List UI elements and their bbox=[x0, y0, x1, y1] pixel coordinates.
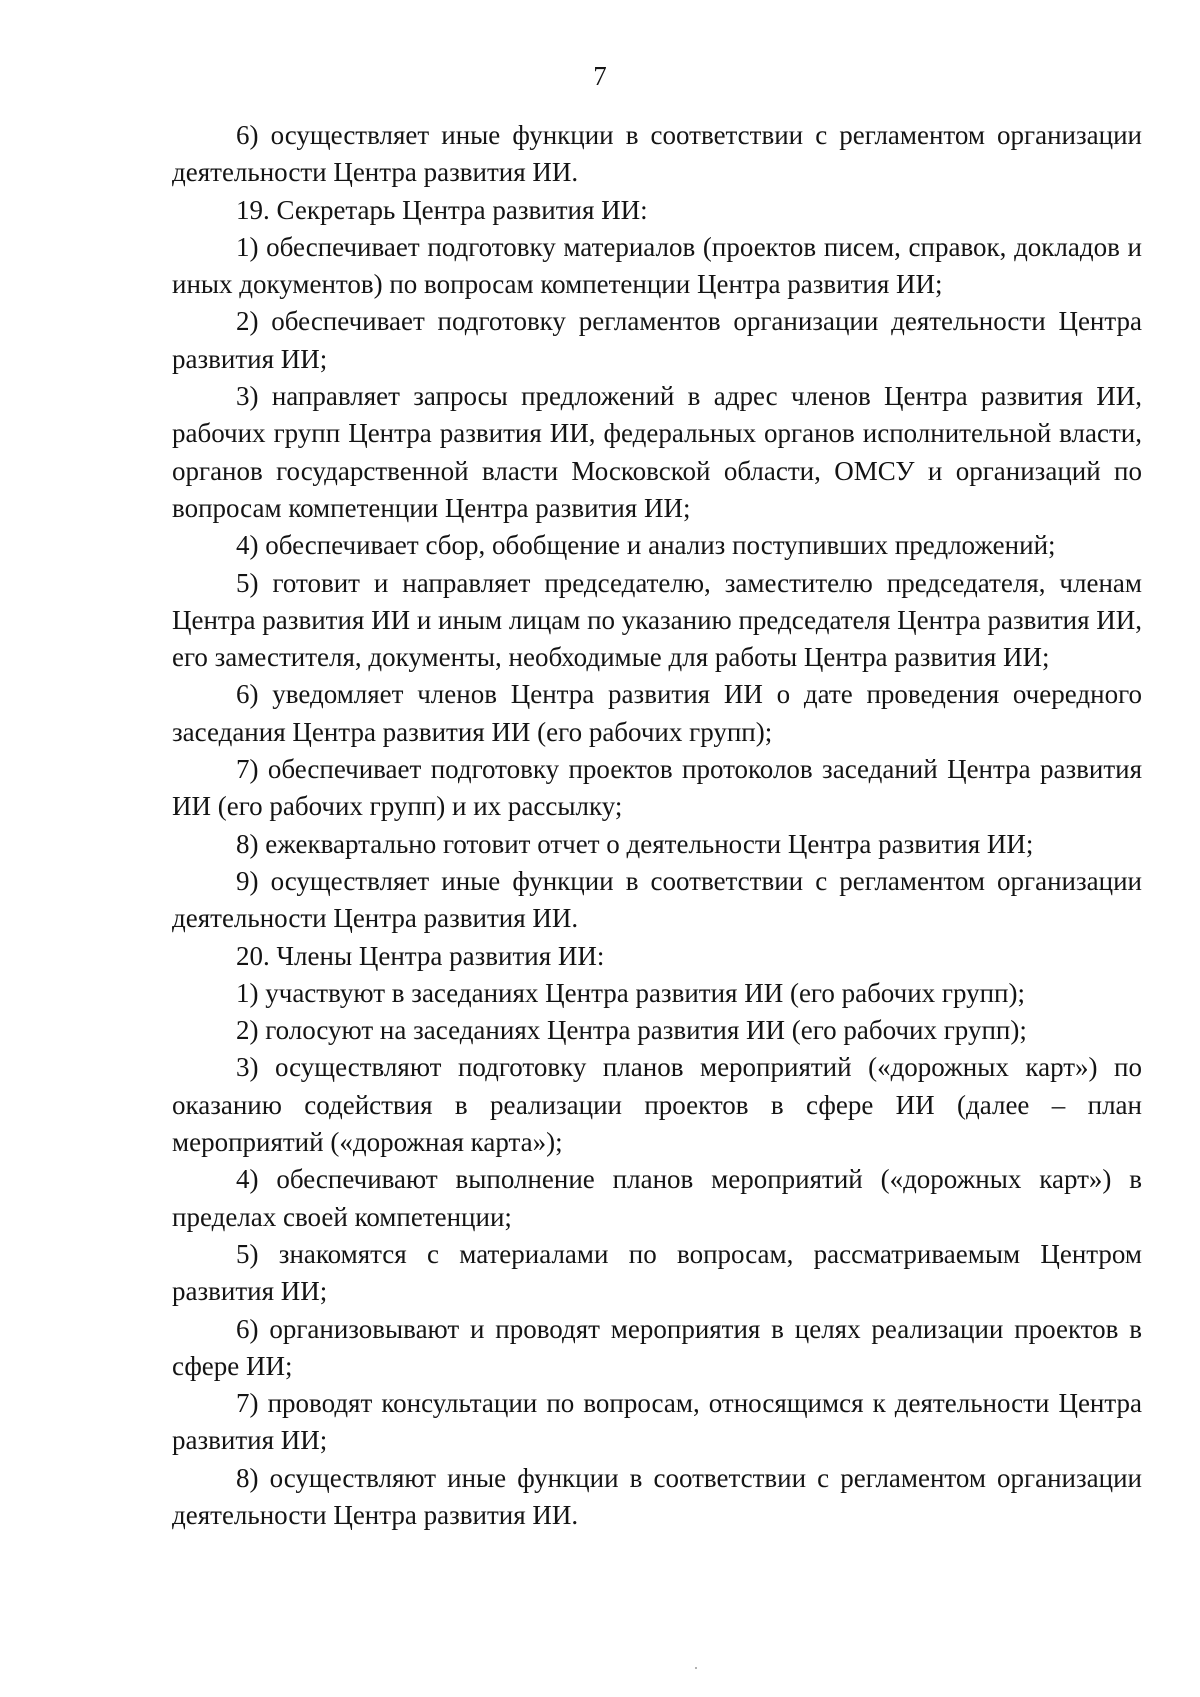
paragraph-item-19-5: 5) готовит и направляет председателю, заместителю председателя, членам Центра развития ИИ и иным лицам по указанию председателя Центра развития ИИ, его заместителя, документы, необходимые для работы Центра развития ИИ; bbox=[172, 567, 1142, 673]
paragraph-item-19-8: 8) ежеквартально готовит отчет о деятельности Центра развития ИИ; bbox=[236, 828, 1034, 859]
paragraph-item-20-3: 3) осуществляют подготовку планов мероприятий («дорожных карт») по оказанию содействия в реализации проектов в сфере ИИ (далее – план мероприятий («дорожная карта»); bbox=[172, 1052, 1142, 1158]
paragraph-item-20-5: 5) знакомятся с материалами по вопросам, рассматриваемым Центром развития ИИ; bbox=[172, 1238, 1142, 1307]
paragraph-item-20-1: 1) участвуют в заседаниях Центра развития ИИ (его рабочих групп); bbox=[236, 977, 1025, 1008]
paragraph-item-18-6: 6) осуществляет иные функции в соответствии с регламентом организации деятельности Центра развития ИИ. bbox=[172, 120, 1142, 188]
paragraph-item-19-6: 6) уведомляет членов Центра развития ИИ о дате проведения очередного заседания Центра развития ИИ (его рабочих групп); bbox=[172, 679, 1142, 747]
paragraph-item-19-1: 1) обеспечивает подготовку материалов (проектов писем, справок, докладов и иных документов) по вопросам компетенции Центра развития ИИ; bbox=[172, 231, 1142, 300]
page-number: 7 bbox=[593, 61, 607, 91]
scan-speck bbox=[695, 1667, 697, 1669]
paragraph-item-20-4: 4) обеспечивают выполнение планов мероприятий («дорожных карт») в пределах своей компетенции; bbox=[172, 1164, 1142, 1232]
paragraph-item-19-7: 7) обеспечивает подготовку проектов протоколов заседаний Центра развития ИИ (его рабочих групп) и их рассылку; bbox=[172, 754, 1142, 822]
section-heading-19: 19. Секретарь Центра развития ИИ: bbox=[236, 194, 648, 225]
paragraph-item-20-8: 8) осуществляют иные функции в соответствии с регламентом организации деятельности Центра развития ИИ. bbox=[172, 1462, 1142, 1530]
section-heading-20: 20. Члены Центра развития ИИ: bbox=[236, 940, 605, 971]
paragraph-item-20-2: 2) голосуют на заседаниях Центра развития ИИ (его рабочих групп); bbox=[236, 1015, 1027, 1046]
paragraph-item-19-2: 2) обеспечивает подготовку регламентов организации деятельности Центра развития ИИ; bbox=[172, 306, 1142, 374]
paragraph-item-19-9: 9) осуществляет иные функции в соответствии с регламентом организации деятельности Центра развития ИИ. bbox=[172, 865, 1142, 934]
document-body bbox=[172, 117, 1142, 1534]
paragraph-item-19-3: 3) направляет запросы предложений в адрес членов Центра развития ИИ, рабочих групп Центра развития ИИ, федеральных органов исполнительной власти, органов государственной власти Московской области, ОМСУ и организаций по вопросам компетенции Центра развития ИИ; bbox=[172, 381, 1142, 523]
paragraph-item-20-7: 7) проводят консультации по вопросам, относящимся к деятельности Центра развития ИИ; bbox=[172, 1388, 1142, 1456]
paragraph-item-20-6: 6) организовывают и проводят мероприятия в целях реализации проектов в сфере ИИ; bbox=[172, 1313, 1142, 1381]
paragraph-item-19-4: 4) обеспечивает сбор, обобщение и анализ поступивших предложений; bbox=[236, 530, 1056, 561]
